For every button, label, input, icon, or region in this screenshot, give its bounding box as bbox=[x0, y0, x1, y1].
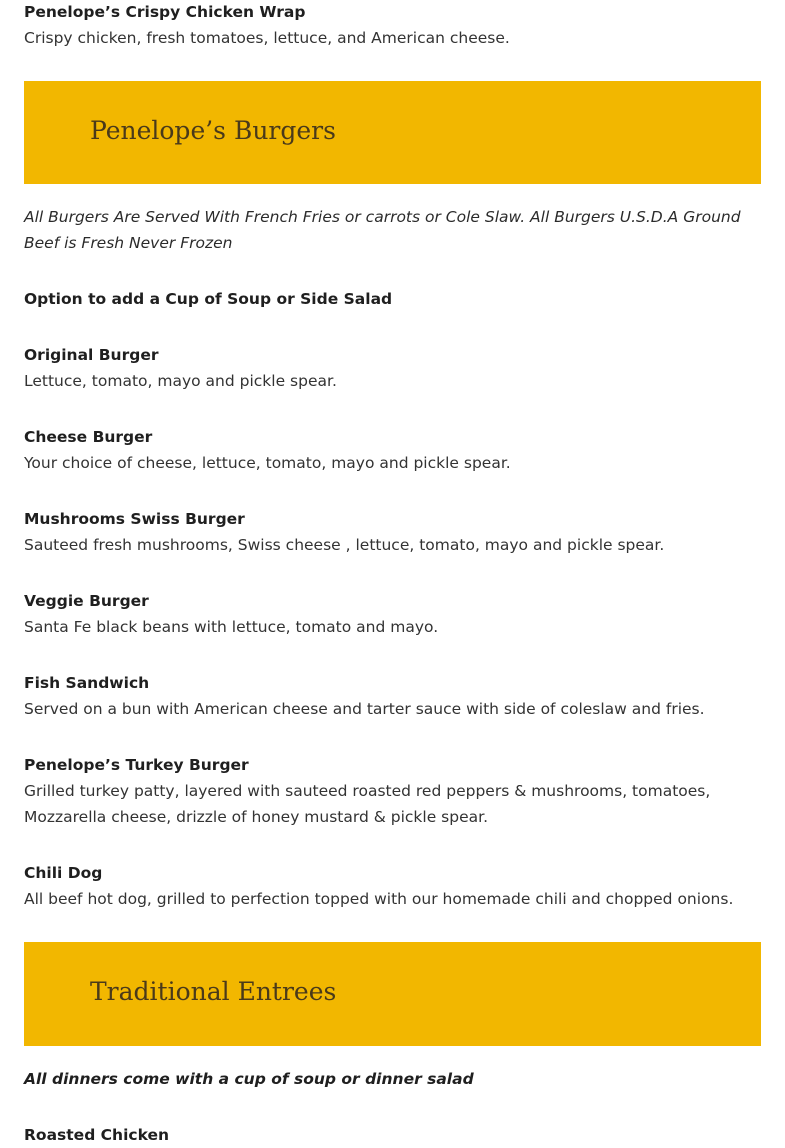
menu-item-desc: Crispy chicken, fresh tomatoes, lettuce, and American cheese. bbox=[24, 29, 510, 47]
menu-item-name: Mushrooms Swiss Burger bbox=[24, 510, 245, 528]
menu-item-name: Veggie Burger bbox=[24, 592, 149, 610]
menu-item-name: Roasted Chicken bbox=[24, 1126, 170, 1144]
menu-item-desc: Santa Fe black beans with lettuce, tomato and mayo. bbox=[24, 618, 439, 636]
menu-item-desc: All beef hot dog, grilled to perfection topped with our homemade chili and chopped onions. bbox=[24, 890, 734, 908]
menu-item-desc: Your choice of cheese, lettuce, tomato, mayo and pickle spear. bbox=[24, 454, 511, 472]
menu-item-name: Original Burger bbox=[24, 346, 159, 364]
menu-item-desc: Served on a bun with American cheese and tarter sauce with side of coleslaw and fries. bbox=[24, 700, 705, 718]
section-banner-burgers bbox=[24, 81, 761, 184]
burgers-note: All Burgers Are Served With French Fries or carrots or Cole Slaw. All Burgers U.S.D.A Ground Beef is Fresh Never Frozen bbox=[24, 208, 741, 252]
menu-item-name: Cheese Burger bbox=[24, 428, 153, 446]
section-title-burgers: Penelope’s Burgers bbox=[90, 116, 336, 145]
section-banner-entrees bbox=[24, 942, 761, 1046]
menu-item-name: Fish Sandwich bbox=[24, 674, 150, 692]
menu-item-name: Chili Dog bbox=[24, 864, 103, 882]
menu-item-name: Penelope’s Turkey Burger bbox=[24, 756, 249, 774]
menu-item-desc: Lettuce, tomato, mayo and pickle spear. bbox=[24, 372, 337, 390]
menu-item-desc: Grilled turkey patty, layered with sauteed roasted red peppers & mushrooms, tomatoes, Mozzarella cheese, drizzle of honey mustard & pickle spear. bbox=[24, 782, 711, 826]
menu-item-name: Penelope’s Crispy Chicken Wrap bbox=[24, 3, 306, 21]
burgers-option: Option to add a Cup of Soup or Side Salad bbox=[24, 290, 393, 308]
section-title-entrees: Traditional Entrees bbox=[90, 977, 337, 1006]
menu-item-desc: Sauteed fresh mushrooms, Swiss cheese , lettuce, tomato, mayo and pickle spear. bbox=[24, 536, 665, 554]
entrees-note: All dinners come with a cup of soup or dinner salad bbox=[24, 1070, 474, 1088]
